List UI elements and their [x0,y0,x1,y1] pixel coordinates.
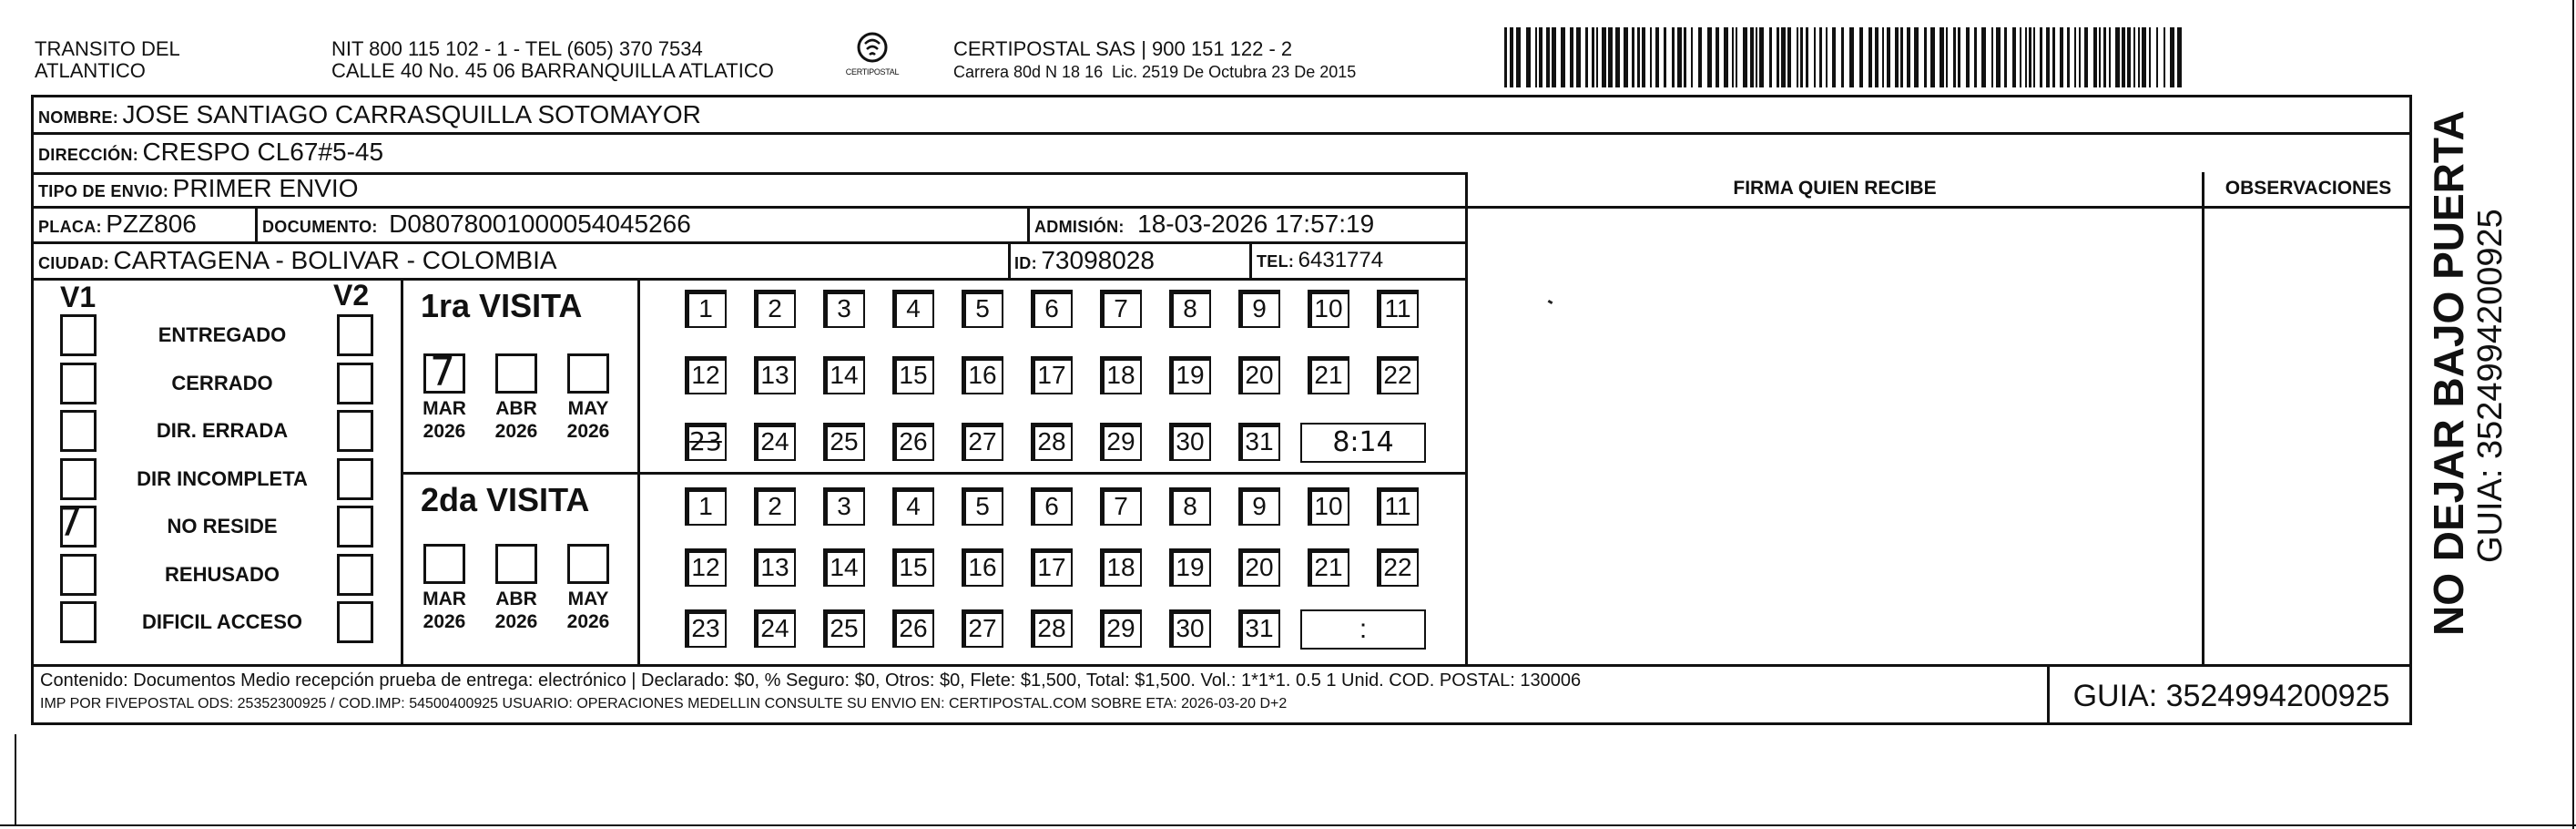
visit1-month-label: MAY [567,398,609,419]
visit2-day-box[interactable]: 17 [1031,548,1073,587]
visit2-year-label: 2026 [423,611,466,632]
visit1-day-box[interactable]: 14 [823,356,865,394]
documento-cell [262,210,691,239]
visit2-time-box[interactable]: : [1300,609,1426,650]
visit2-day-box[interactable]: 12 [685,548,727,587]
id-cell [1014,246,1155,275]
visit2-month-checkbox[interactable] [495,544,537,584]
admision-cell [1034,210,1374,239]
v1-checkbox[interactable] [60,458,97,500]
logo-caption: CERTIPOSTAL [845,67,900,77]
visit2-day-box[interactable]: 9 [1238,487,1280,526]
visit2-day-box[interactable]: 10 [1308,487,1349,526]
visit2-day-box[interactable]: 1 [685,487,727,526]
visit2-day-box[interactable]: 4 [892,487,934,526]
visit1-day-box[interactable]: 30 [1169,423,1211,461]
v1-header: V1 [60,281,97,313]
v2-checkbox[interactable] [337,554,373,596]
reason-label: ENTREGADO [158,323,287,346]
visit1-month-checkbox[interactable] [423,349,465,395]
license-line: Carrera 80d N 18 16 Lic. 2519 De Octubra 23 De 2015 [953,63,1357,81]
visit1-year-label: 2026 [423,421,466,442]
visit2-day-box[interactable]: 30 [1169,609,1211,648]
visit1-day-box[interactable]: 13 [754,356,796,394]
visit1-day-box[interactable]: 9 [1238,290,1280,328]
visit2-day-box[interactable]: 19 [1169,548,1211,587]
ciudad-cell [38,246,557,275]
observaciones-header: OBSERVACIONES [2225,178,2392,199]
visit1-month-label: ABR [495,398,537,419]
visit1-day-box[interactable]: 22 [1377,356,1419,394]
placa-cell [38,210,197,239]
direccion-value: CRESPO CL67#5-45 [142,138,384,166]
visit1-day-box[interactable]: 25 [823,423,865,461]
visit1-day-box[interactable]: 21 [1308,356,1349,394]
visit1-day-box[interactable]: 8 [1169,290,1211,328]
nombre-label: NOMBRE: [38,108,119,127]
visit1-year-label: 2026 [494,421,538,442]
visit1-day-box[interactable]: 3 [823,290,865,328]
visit2-day-box[interactable]: 3 [823,487,865,526]
side-warning: NO DEJAR BAJO PUERTA [2425,110,2472,636]
visit2-month-label: MAY [567,588,609,609]
firma-header: FIRMA QUIEN RECIBE [1733,178,1937,199]
visit1-day-box[interactable]: 7 [1100,290,1142,328]
reason-label: DIR. ERRADA [156,419,289,442]
visit1-day-box[interactable]: 4 [892,290,934,328]
visit1-day-box[interactable]: 17 [1031,356,1073,394]
reason-label: REHUSADO [165,562,280,586]
admision-label: ADMISIÓN: [1034,218,1125,236]
visit1-month-label: MAR [423,398,466,419]
visit2-day-box[interactable]: 25 [823,609,865,648]
v2-checkbox[interactable] [337,458,373,500]
company-line: CERTIPOSTAL SAS | 900 151 122 - 2 [953,37,1293,60]
visit1-day-box[interactable]: 29 [1100,423,1142,461]
visit1-month-mark: 7 [430,349,455,395]
nit-line: NIT 800 115 102 - 1 - TEL (605) 370 7534 [331,37,703,60]
visit2-day-box[interactable]: 13 [754,548,796,587]
visit1-day-box[interactable]: 23 [685,423,727,461]
nombre-row [38,100,701,129]
visit2-day-box[interactable]: 28 [1031,609,1073,648]
visit1-month-checkbox[interactable] [567,353,609,394]
address-line: CALLE 40 No. 45 06 BARRANQUILLA ATLATICO [331,59,774,82]
side-guia: GUIA: 3524994200925 [2471,209,2510,563]
visit1-day-box[interactable]: 31 [1238,423,1280,461]
footer-imp-line: IMP POR FIVEPOSTAL ODS: 25352300925 / COD.IMP: 54500400925 USUARIO: OPERACIONES MEDELLIN CONSULTE SU ENVIO EN: CERTIPOSTAL.COM SOBRE ETA: 2026-03-20 D+2 [40,696,1288,711]
documento-label: DOCUMENTO: [262,218,378,236]
reason-label: NO RESIDE [167,515,278,537]
certipostal-logo [845,31,900,86]
nombre-value: JOSE SANTIAGO CARRASQUILLA SOTOMAYOR [122,100,701,128]
v1-checkbox[interactable] [60,363,97,404]
visit2-day-box[interactable]: 16 [962,548,1003,587]
v1-checkbox[interactable] [60,601,97,643]
v2-checkbox[interactable] [337,506,373,548]
visit2-day-box[interactable]: 14 [823,548,865,587]
tel-cell [1257,248,1383,273]
visit2-day-box[interactable]: 5 [962,487,1003,526]
visit1-day-box[interactable]: 26 [892,423,934,461]
visit1-day-box[interactable]: 12 [685,356,727,394]
tel-value: 6431774 [1298,248,1384,272]
footer-content-line: Contenido: Documentos Medio recepción prueba de entrega: electrónico | Declarado: $0, % Seguro: $0, Otros: $0, Flete: $1,500, Total: $1,500. Vol.: 1*1*1. 0.5 1 Unid. COD. POSTAL: 130006 [40,670,1582,691]
placa-label: PLACA: [38,218,102,236]
visit1-day-box[interactable]: 27 [962,423,1003,461]
visit2-day-box[interactable]: 11 [1377,487,1419,526]
visit1-day-box[interactable]: 6 [1031,290,1073,328]
visit2-day-box[interactable]: 21 [1308,548,1349,587]
admision-value: 18-03-2026 17:57:19 [1137,210,1375,238]
v1-checkbox[interactable] [60,410,97,452]
visit2-month-label: MAR [423,588,466,609]
visit1-day-box[interactable]: 2 [754,290,796,328]
v2-checkbox[interactable] [337,314,373,356]
agency-name-line2: ATLANTICO [35,59,146,82]
tipo-envio-label: TIPO DE ENVIO: [38,182,169,200]
direccion-label: DIRECCIÓN: [38,146,138,164]
visit1-day-box[interactable]: 5 [962,290,1003,328]
visit2-day-box[interactable]: 2 [754,487,796,526]
visit2-day-box[interactable]: 8 [1169,487,1211,526]
visit1-day-box[interactable]: 18 [1100,356,1142,394]
tipo-envio-row [38,174,358,203]
tipo-envio-value: PRIMER ENVIO [172,174,359,202]
id-value: 73098028 [1041,246,1155,274]
id-label: ID: [1014,254,1037,272]
visit1-day-box[interactable]: 19 [1169,356,1211,394]
visit2-day-box[interactable]: 31 [1238,609,1280,648]
v2-checkbox[interactable] [337,410,373,452]
visit2-day-box[interactable]: 23 [685,609,727,648]
v1-check-mark: 7 [57,499,83,546]
visit2-title: 2da VISITA [421,481,590,518]
visit1-day-box[interactable]: 10 [1308,290,1349,328]
visit2-year-label: 2026 [494,611,538,632]
v1-checkbox[interactable] [60,554,97,596]
visit1-title: 1ra VISITA [421,287,583,324]
visit2-month-label: ABR [495,588,537,609]
documento-value: D08078001000054045266 [389,210,691,238]
barcode [1504,27,2187,87]
visit1-time-box[interactable]: 8:14 [1300,423,1426,463]
visit2-day-box[interactable]: 22 [1377,548,1419,587]
visit1-day-box[interactable]: 15 [892,356,934,394]
v2-header: V2 [333,279,370,312]
visit2-month-checkbox[interactable] [423,544,465,584]
visit1-day-box[interactable]: 11 [1377,290,1419,328]
visit2-day-box[interactable]: 6 [1031,487,1073,526]
visit1-day-box[interactable]: 16 [962,356,1003,394]
visit1-day-box[interactable]: 24 [754,423,796,461]
visit2-day-box[interactable]: 15 [892,548,934,587]
tel-label: TEL: [1257,252,1295,271]
visit2-month-checkbox[interactable] [567,544,609,584]
visit2-day-box[interactable]: 26 [892,609,934,648]
direccion-row [38,138,383,167]
footer-guia: GUIA: 3524994200925 [2072,679,2390,713]
visit2-day-box[interactable]: 27 [962,609,1003,648]
v2-checkbox[interactable] [337,363,373,404]
visit1-day-box[interactable]: 1 [685,290,727,328]
reason-label: DIFICIL ACCESO [141,610,302,633]
reason-label: CERRADO [171,371,273,394]
ciudad-value: CARTAGENA - BOLIVAR - COLOMBIA [113,246,557,274]
placa-value: PZZ806 [106,210,197,238]
visit2-day-box[interactable]: 20 [1238,548,1280,587]
visit1-year-label: 2026 [566,421,610,442]
v1-checkbox[interactable] [57,499,97,548]
visit1-month-checkbox[interactable] [495,353,537,394]
v1-checkbox[interactable] [60,314,97,356]
v2-checkbox[interactable] [337,601,373,643]
agency-name-line1: TRANSITO DEL [35,37,180,60]
ciudad-label: CIUDAD: [38,254,110,272]
visit2-day-box[interactable]: 24 [754,609,796,648]
visit2-day-box[interactable]: 18 [1100,548,1142,587]
visit2-day-box[interactable]: 7 [1100,487,1142,526]
visit2-year-label: 2026 [566,611,610,632]
visit1-day-box[interactable]: 20 [1238,356,1280,394]
visit2-day-box[interactable]: 29 [1100,609,1142,648]
visit1-day-box[interactable]: 28 [1031,423,1073,461]
reason-label: DIR INCOMPLETA [137,466,308,490]
